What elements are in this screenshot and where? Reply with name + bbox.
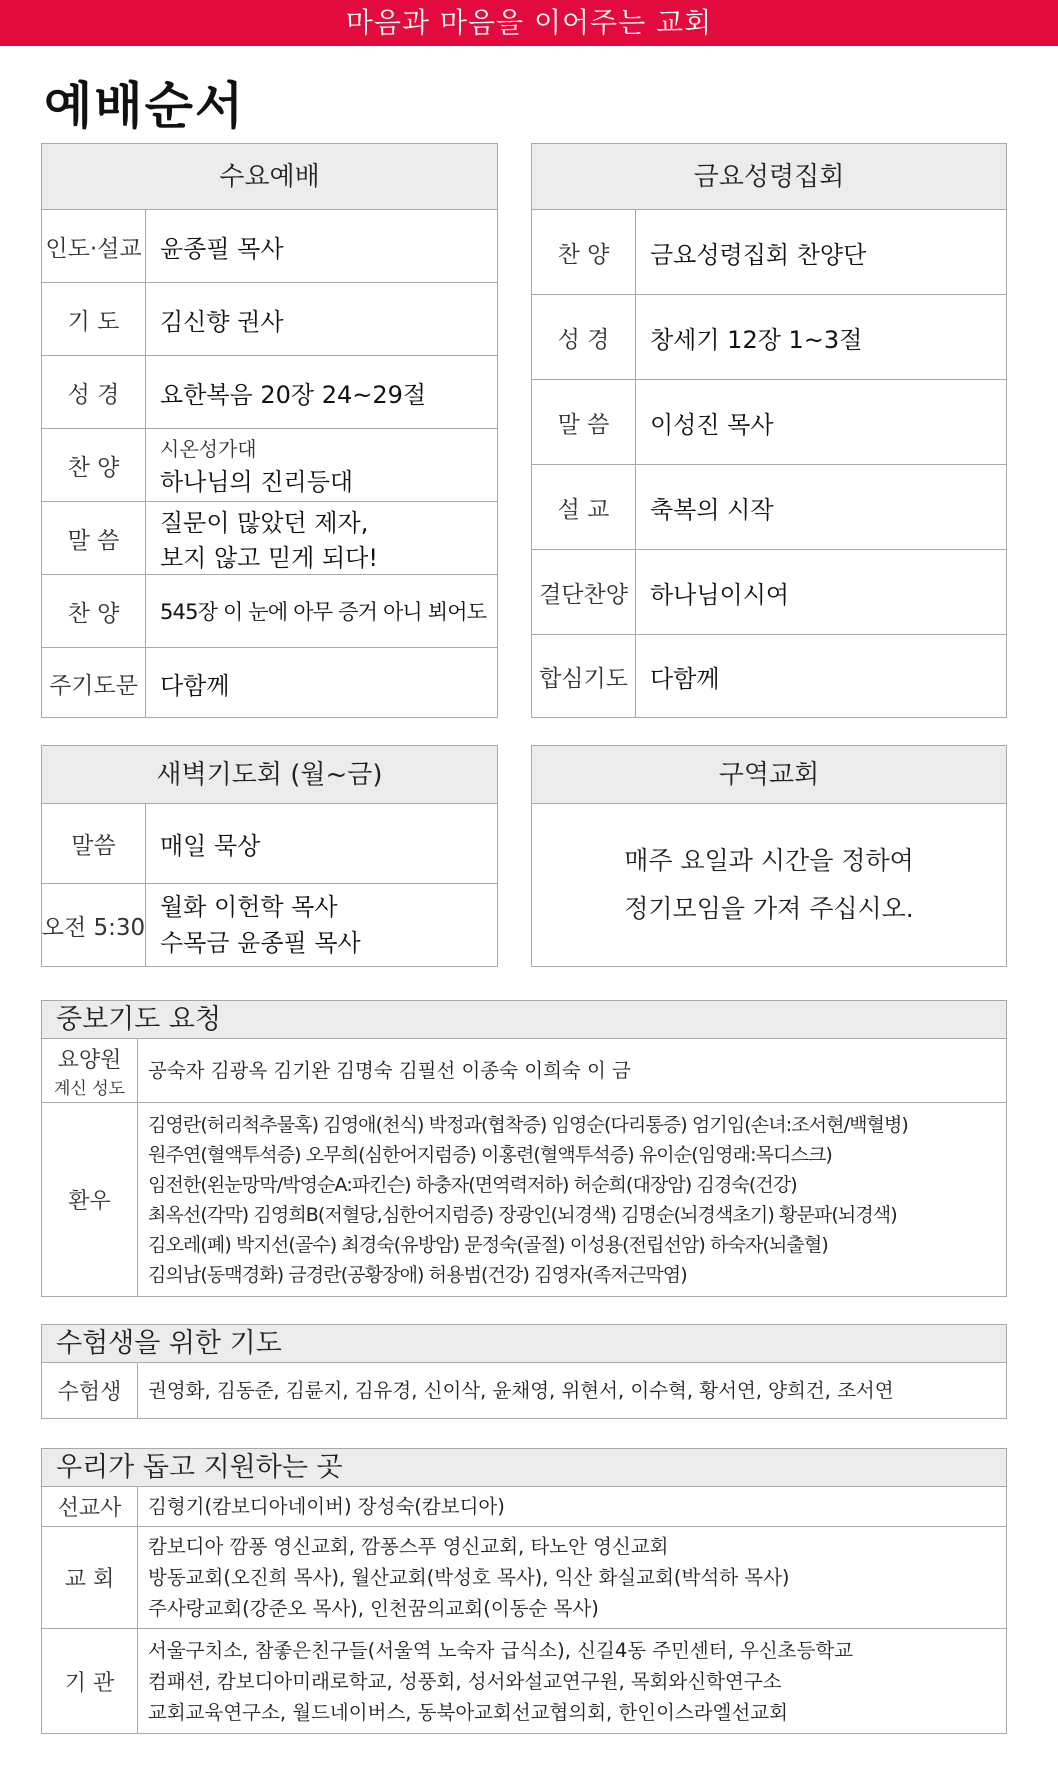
row-value: 545장 이 눈에 아무 증거 아니 뵈어도 xyxy=(160,600,487,624)
order-row xyxy=(532,550,1006,635)
order-row xyxy=(532,465,1006,550)
row-label: 찬 양 xyxy=(42,575,146,647)
row-value: 금요성령집회 찬양단 xyxy=(650,240,867,269)
row-value: 윤종필 목사 xyxy=(160,234,284,263)
row-label: 선교사 xyxy=(42,1487,138,1526)
student-names: 권영화, 김동준, 김륜지, 김유경, 신이삭, 윤채영, 위현서, 이수혁, 황서연, 양희건, 조서연 xyxy=(148,1378,894,1402)
exam-prayer-box xyxy=(41,1324,1007,1419)
row-label: 주기도문 xyxy=(42,648,146,718)
support-box xyxy=(41,1448,1007,1734)
organization-line: 서울구치소, 참좋은친구들(서울역 노숙자 급식소), 신길4동 주민센터, 우신초등학교 xyxy=(148,1638,854,1662)
slogan-banner: 마음과 마음을 이어주는 교회 xyxy=(0,0,1058,46)
nursing-label: 요양원 xyxy=(57,1047,122,1073)
row-label: 말 씀 xyxy=(532,380,636,464)
order-row xyxy=(42,884,497,966)
church-line: 방동교회(오진희 목사), 월산교회(박성호 목사), 익산 화실교회(박석하 목사) xyxy=(148,1566,790,1589)
friday-service-box xyxy=(531,143,1007,718)
row-label: 기 도 xyxy=(42,283,146,355)
patient-line: 김영란(허리척추물혹) 김영애(천식) 박정과(협착증) 임영순(다리통증) 엄기임(손녀:조서현/백혈병) xyxy=(148,1113,908,1136)
row-value: 축복의 시작 xyxy=(650,495,774,524)
row-label: 합심기도 xyxy=(532,635,636,717)
row-label: 교 회 xyxy=(42,1527,138,1628)
order-row xyxy=(42,575,497,648)
district-header: 구역교회 xyxy=(532,746,1006,804)
row-label: 설 교 xyxy=(532,465,636,549)
church-line: 주사랑교회(강준오 목사), 인천꿈의교회(이동순 목사) xyxy=(148,1597,599,1620)
order-row xyxy=(42,502,497,575)
nursing-sublabel: 계신 성도 xyxy=(53,1078,126,1099)
intercession-box xyxy=(41,1000,1007,1297)
notice-line2: 정기모임을 가져 주십시오. xyxy=(624,894,914,923)
dawn-header: 새벽기도회 (월~금) xyxy=(42,746,497,804)
district-church-box xyxy=(531,745,1007,967)
dawn-prayer-box xyxy=(41,745,498,967)
row-label: 기 관 xyxy=(42,1629,138,1733)
order-row xyxy=(42,429,497,502)
order-row xyxy=(532,380,1006,465)
missionary-names: 김형기(캄보디아네이버) 장성숙(캄보디아) xyxy=(148,1494,505,1518)
choir-name: 시온성가대 xyxy=(160,437,257,461)
row-value: 하나님의 진리등대 xyxy=(160,468,354,496)
organization-line: 컴패션, 캄보디아미래로학교, 성풍회, 성서와설교연구원, 목회와신학연구소 xyxy=(148,1669,782,1693)
sermon-title-line1: 질문이 많았던 제자, xyxy=(160,509,369,537)
row-value: 김신향 권사 xyxy=(160,307,284,336)
patient-line: 원주연(혈액투석증) 오무희(심한어지럼증) 이홍련(혈액투석증) 유이순(임영래:목디스크) xyxy=(148,1143,832,1166)
leader-line1: 월화 이헌학 목사 xyxy=(160,893,338,921)
row-value: 매일 묵상 xyxy=(160,832,261,860)
organization-row xyxy=(42,1629,1006,1733)
order-row xyxy=(42,648,497,718)
exam-row xyxy=(42,1363,1006,1418)
nursing-home-row xyxy=(42,1039,1006,1103)
order-row xyxy=(42,283,497,356)
patient-line: 최옥선(각막) 김영희B(저혈당,심한어지럼증) 장광인(뇌경색) 김명순(뇌경색초기) 황문파(뇌경색) xyxy=(148,1203,897,1226)
nursing-names: 공숙자 김광옥 김기완 김명숙 김필선 이종숙 이희숙 이 금 xyxy=(148,1058,631,1082)
row-label: 수험생 xyxy=(42,1363,138,1418)
patients-row xyxy=(42,1103,1006,1296)
notice-line1: 매주 요일과 시간을 정하여 xyxy=(624,846,914,875)
row-label: 말씀 xyxy=(42,804,146,883)
row-label: 찬 양 xyxy=(42,429,146,501)
row-value: 창세기 12장 1~3절 xyxy=(650,325,863,354)
order-row xyxy=(532,635,1006,717)
exam-header: 수험생을 위한 기도 xyxy=(42,1325,1006,1363)
row-label: 성 경 xyxy=(42,356,146,428)
wednesday-service-box xyxy=(41,143,498,718)
patient-line: 임전한(왼눈망막/박영순A:파킨슨) 하충자(면역력저하) 허순희(대장암) 김경숙(건강) xyxy=(148,1173,797,1196)
row-label: 말 씀 xyxy=(42,502,146,574)
church-line: 캄보디아 깜퐁 영신교회, 깜퐁스푸 영신교회, 타노안 영신교회 xyxy=(148,1535,669,1558)
row-label xyxy=(42,1039,138,1102)
church-row xyxy=(42,1527,1006,1629)
intercession-header: 중보기도 요청 xyxy=(42,1001,1006,1039)
order-row xyxy=(532,295,1006,380)
row-label: 찬 양 xyxy=(532,210,636,294)
order-row xyxy=(42,210,497,283)
row-label: 오전 5:30 xyxy=(42,884,146,966)
wednesday-header: 수요예배 xyxy=(42,144,497,210)
row-label: 성 경 xyxy=(532,295,636,379)
row-value: 이성진 목사 xyxy=(650,410,774,439)
sermon-title-line2: 보지 않고 믿게 되다! xyxy=(160,544,378,572)
patient-line: 김오레(폐) 박지선(골수) 최경숙(유방암) 문정숙(골절) 이성용(전립선암) 하숙자(뇌출혈) xyxy=(148,1233,828,1256)
order-row xyxy=(532,210,1006,295)
row-value: 하나님이시여 xyxy=(650,580,790,609)
missionary-row xyxy=(42,1487,1006,1527)
page-title: 예배순서 xyxy=(44,77,246,135)
row-label: 인도·설교 xyxy=(42,210,146,282)
patient-line: 김의남(동맥경화) 금경란(공황장애) 허용범(건강) 김영자(족저근막염) xyxy=(148,1263,687,1286)
row-value: 요한복음 20장 24~29절 xyxy=(160,380,427,409)
leader-line2: 수목금 윤종필 목사 xyxy=(160,929,361,957)
organization-line: 교회교육연구소, 월드네이버스, 동북아교회선교협의회, 한인이스라엘선교회 xyxy=(148,1700,788,1724)
row-label: 결단찬양 xyxy=(532,550,636,634)
order-row xyxy=(42,356,497,429)
support-header: 우리가 돕고 지원하는 곳 xyxy=(42,1449,1006,1487)
row-value: 다함께 xyxy=(650,664,720,693)
row-value: 다함께 xyxy=(160,671,230,700)
friday-header: 금요성령집회 xyxy=(532,144,1006,210)
district-notice xyxy=(532,804,1006,966)
row-label: 환우 xyxy=(42,1103,138,1296)
order-row xyxy=(42,804,497,884)
